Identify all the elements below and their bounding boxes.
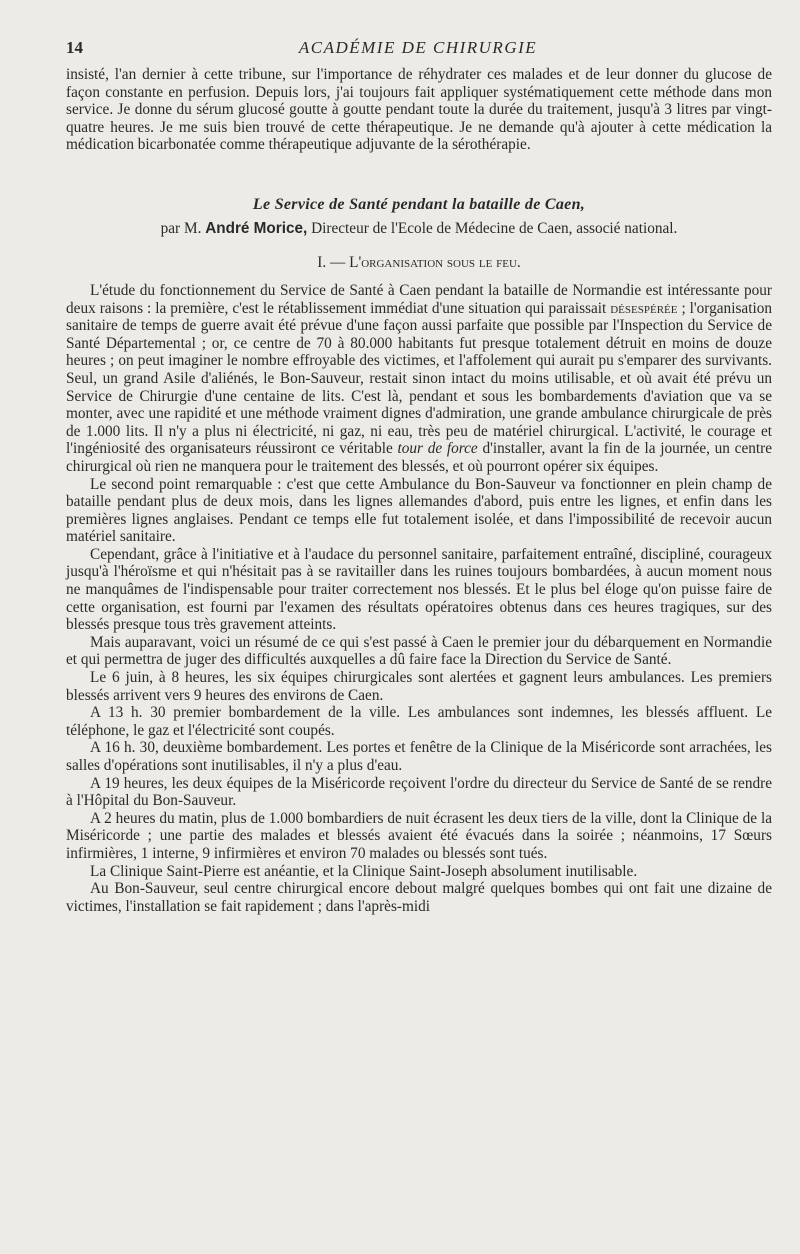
byline-suffix: Directeur de l'Ecole de Médecine de Caen, associé national. — [311, 219, 678, 237]
section-title: L'organisation sous le feu. — [349, 253, 521, 271]
p1-text-c: ; l'organisation sanitaire de temps de guerre avait été prévue d'une façon aussi parfaite que possible par l'Inspection du Service de Santé Départemental ; or, ce centre de 70 à 80.000 habitants fut presque totalement détruit en moins de douze heures ; on peut imaginer le nombre effroyable des victimes, et l'affolement qui aurait pu s'emparer des survivants. Seul, un grand Asile d'aliénés, le Bon-Sauveur, restait sinon intact du moins utilisable, et où avait été prévu un Service de Chirurgie d'une centaine de lits. C'est là, pendant et sous les bombardements d'aviation que va se monter, avec une rapidité et une méthode vraiment dignes d'admiration, une grande ambulance chirurgicale de près de 1.000 lits. Il n'y a plus ni électricité, ni gaz, ni eau, très peu de matériel chirurgical. L'activité, le courage et l'ingéniosité des organisateurs réussiront ce véritable — [66, 299, 772, 458]
author-name: André Morice, — [205, 219, 308, 237]
paragraph: Au Bon-Sauveur, seul centre chirurgical encore debout malgré quelques bombes qui ont fait une dizaine de victimes, l'installation se fait rapidement ; dans l'après-midi — [66, 880, 772, 915]
p1-italic-tour-de-force: tour de force — [397, 440, 478, 458]
paragraph: A 16 h. 30, deuxième bombardement. Les portes et fenêtre de la Clinique de la Miséricorde sont arrachées, les salles d'opérations sont inutilisables, il n'y a plus d'eau. — [66, 739, 772, 774]
running-head — [66, 38, 770, 66]
paragraph: A 19 heures, les deux équipes de la Miséricorde reçoivent l'ordre du directeur du Service de Santé de se rendre à l'Hôpital du Bon-Sauveur. — [66, 774, 772, 810]
paragraph: A 2 heures du matin, plus de 1.000 bombardiers de nuit écrasent les deux tiers de la ville, dont la Clinique de la Miséricorde ; une partie des malades et blessés avaient été évacués dans la soirée ; néanmoins, 17 Sœurs infirmières, 1 interne, 9 infirmières et environ 70 malades ou blessés sont tués. — [66, 809, 772, 862]
paragraph: Le 6 juin, à 8 heures, les six équipes chirurgicales sont alertées et gagnent leurs ambulances. Les premiers blessés arrivent vers 9 heures des environs de Caen. — [66, 669, 772, 704]
section-number: I. — — [317, 253, 346, 271]
byline-prefix: par M. — [160, 219, 202, 237]
running-title: ACADÉMIE DE CHIRURGIE — [298, 38, 538, 57]
byline — [66, 220, 772, 238]
page-number: 14 — [66, 38, 83, 57]
article-title: Le Service de Santé pendant la bataille de Caen, — [252, 195, 586, 213]
paragraph: La Clinique Saint-Pierre est anéantie, et la Clinique Saint-Joseph absolument inutilisable. — [90, 862, 638, 880]
p1-text-a: L'étude du fonctionnement du Service de Santé à Caen pendant la bataille de Normandie est intéressante pour deux raisons : la première, c'est le rétablissement immédiat d'une situation qui paraissait — [66, 281, 772, 317]
p1-text-e: d'installer, avant la fin de la journée, un centre chirurgical où rien ne manquera pour le traitement des blessés, et où pourront opérer six équipes. — [66, 440, 773, 475]
body-text — [66, 66, 772, 915]
paragraph: Mais auparavant, voici un résumé de ce qui s'est passé à Caen le premier jour du débarquement en Normandie et qui permettra de juger des difficultés auxquelles a dû faire face la Direction du Service de Santé. — [66, 633, 772, 669]
paragraph: A 13 h. 30 premier bombardement de la ville. Les ambulances sont indemnes, les blessés affluent. Le téléphone, le gaz et l'électricité sont coupés. — [66, 704, 772, 739]
p1-emphasis-desesperee: désespérée — [610, 299, 678, 317]
paragraph: Le second point remarquable : c'est que cette Ambulance du Bon-Sauveur va fonctionner en plein champ de bataille pendant plus de deux mois, dans les lignes allemandes d'abord, puis entre les lignes, et enfin dans les premières lignes anglaises. Pendant ce temps elle fut totalement isolée, et dans l'impossibilité de recevoir aucun matériel sanitaire. — [66, 475, 772, 546]
section-heading — [66, 254, 772, 272]
paragraph-1 — [66, 282, 772, 476]
intro-paragraph: insisté, l'an dernier à cette tribune, sur l'importance de réhydrater ces malades et de leur donner du glucose de façon constante en perfusion. Depuis lors, j'ai toujours fait appliquer systématiquement cette méthode dans mon service. Je donne du sérum glucosé goutte à goutte pendant toute la durée du traitement, jusqu'à 3 litres par vingt-quatre heures. Je me suis bien trouvé de cette thérapeutique. Je ne demande qu'à ajouter à cette médication la médication bicarbonatée comme thérapeutique adjuvante de la sérothérapie. — [66, 66, 772, 154]
paragraph: Cependant, grâce à l'initiative et à l'audace du personnel sanitaire, parfaitement entraîné, discipliné, courageux jusqu'à l'héroïsme et qui n'hésitait pas à se ravitailler dans les ruines toujours bombardées, à aucun moment nous ne manquâmes de l'indispensable pour traiter correctement nos blessés. Et le plus bel éloge qu'on puisse faire de cette organisation, est fourni par l'examen des résultats opératoires obtenus dans ces heures tragiques, sur des blessés presque tous très gravement atteints. — [66, 545, 772, 634]
